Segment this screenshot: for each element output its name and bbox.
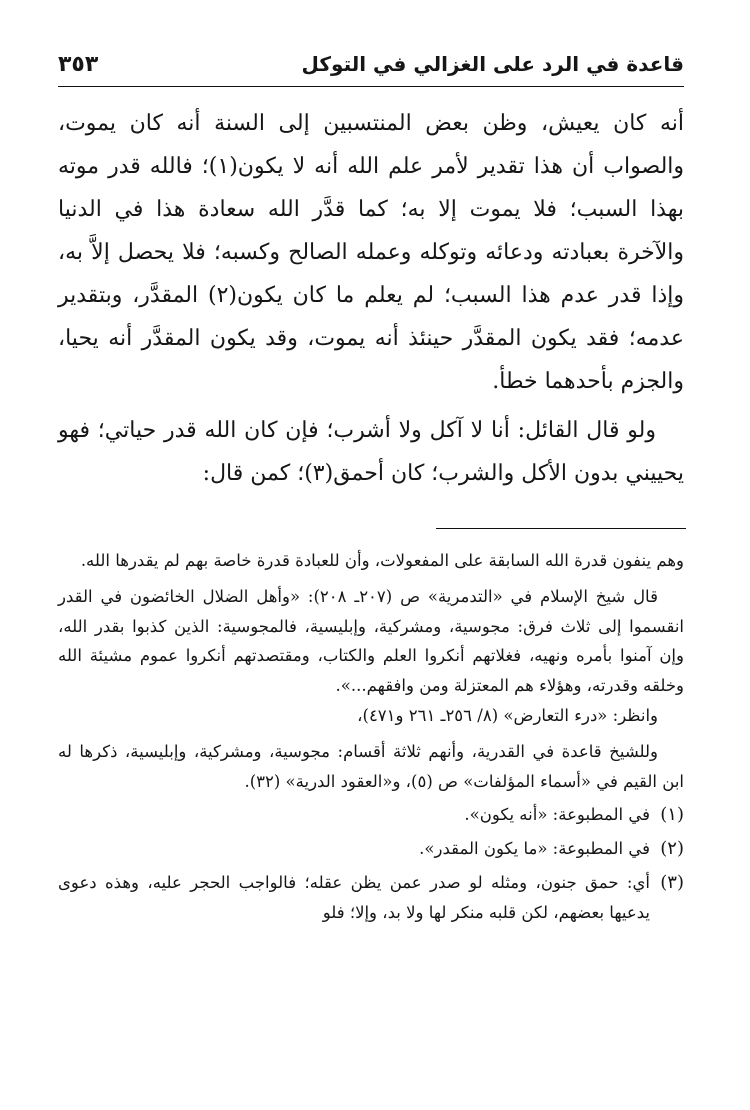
main-paragraph-2: ولو قال القائل: أنا لا آكل ولا أشرب؛ فإن كان الله قدر حياتي؛ فهو يحييني بدون الأكل والشرب؛ كان أحمق(٣)؛ كمن قال:	[58, 418, 684, 486]
main-text	[58, 102, 684, 495]
footnote-text: أي: حمق جنون، ومثله لو صدر عمن يظن عقله؛ فالواجب الحجر عليه، وهذه دعوى يدعيها بعضهم، لكن قلبه منكر لها ولا بد، وإلا؛ فلو	[58, 872, 650, 922]
footnote-continuation-3: وانظر: «درء التعارض» (٨/ ٢٥٦ـ ٢٦١ و٤٧١)،	[357, 705, 658, 725]
footnote-1	[58, 800, 684, 830]
footnote-text: في المطبوعة: «ما يكون المقدر».	[419, 839, 650, 859]
footnote-text: في المطبوعة: «أنه يكون».	[464, 805, 650, 825]
footnote-continuation-2: قال شيخ الإسلام في «التدمرية» ص (٢٠٧ـ ٢٠٨): «وأهل الضلال الخائضون في القدر انقسموا إلى ثلاث فرق: مجوسية، ومشركية، وإبليسية، فالمجوسية: الذين كذبوا بقدر الله، وإن آمنوا بأمره ونهيه، فغلاتهم أنكروا العلم والكتاب، ومقتصدتهم أنكروا عموم مشيئة الله وخلقه وقدرته، وهؤلاء هم المعتزلة ومن وافقهم...».	[58, 586, 684, 696]
footnote-number: (٣)	[660, 871, 684, 893]
footnote-number: (٢)	[660, 838, 684, 860]
header-divider	[58, 86, 684, 87]
footnote-number: (١)	[660, 804, 684, 826]
footnote-3	[58, 868, 684, 928]
footnote-continuation-4: وللشيخ قاعدة في القدرية، وأنهم ثلاثة أقسام: مجوسية، ومشركية، وإبليسية، ذكرها له ابن القيم في «أسماء المؤلفات» ص (٥)، و«العقود الدرية» (٣٢).	[58, 741, 684, 791]
footnote-continuation-1: وهم ينفون قدرة الله السابقة على المفعولات، وأن للعبادة قدرة خاصة بهم لم يقدرها الله.	[80, 551, 684, 570]
running-header	[58, 50, 684, 84]
footnote-2	[58, 834, 684, 864]
footnotes	[58, 546, 684, 928]
footnote-divider	[436, 528, 686, 529]
page-number: ٣٥٣	[58, 52, 99, 77]
main-paragraph-1: أنه كان يعيش، وظن بعض المنتسبين إلى السنة أنه كان يموت، والصواب أن هذا تقدير لأمر علم الله أنه لا يكون(١)؛ فالله قدر موته بهذا السبب؛ فلا يموت إلا به؛ كما قدَّر الله سعادة هذا في الدنيا والآخرة بعبادته ودعائه وتوكله وعمله الصالح وكسبه؛ فلا يحصل إلاَّ به، وإذا قدر عدم هذا السبب؛ لم يعلم ما كان يكون(٢) المقدَّر، وبتقدير عدمه؛ فقد يكون المقدَّر حينئذ أنه يموت، وقد يكون المقدَّر أنه يحيا، والجزم بأحدهما خطأ.	[58, 111, 685, 394]
header-title: قاعدة في الرد على الغزالي في التوكل	[301, 52, 684, 76]
